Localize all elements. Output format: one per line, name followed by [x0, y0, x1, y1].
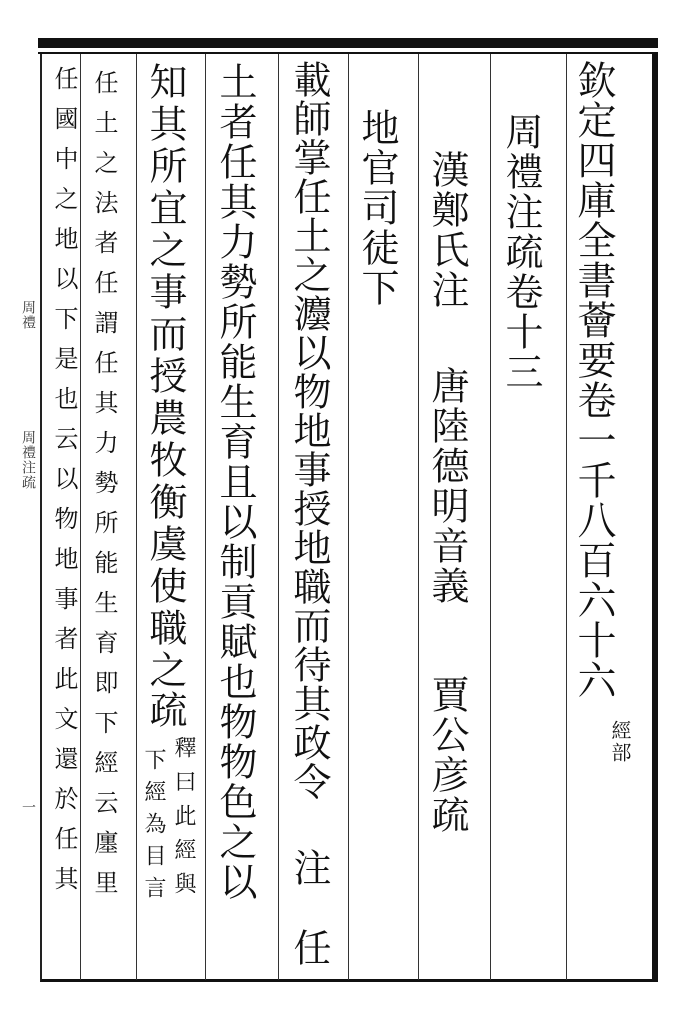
subcommentary-text: 任土之法者任謂任其力勢所能生育即下經云廛里 [90, 70, 118, 910]
column-divider [278, 54, 279, 980]
page-number: 一 [20, 800, 36, 815]
note-text: 知其所宜之事而授農牧衡虞使職之 [143, 62, 187, 692]
author-phonetic: 唐陸德明音義 [425, 366, 469, 606]
top-border-rule [38, 38, 658, 48]
column-divider [348, 54, 349, 980]
author-subcommentary: 賈公彦疏 [425, 675, 469, 835]
subcommentary-marker: 疏 [143, 690, 187, 730]
margin-mark: 周禮 [20, 300, 36, 330]
column-divider [136, 54, 137, 980]
note-continuation: 任 [287, 928, 331, 968]
margin-mark: 周禮注疏 [20, 430, 36, 490]
column-divider [205, 54, 206, 980]
classic-text: 載師掌任土之灋以物地事授地職而待其政令 [287, 60, 331, 801]
column-divider [80, 54, 81, 980]
author-commentary: 漢鄭氏注 [425, 150, 469, 310]
subcommentary-text: 任國中之地以下是也云以物地事者此文還於任其 [50, 66, 78, 906]
column-divider [566, 54, 567, 980]
chapter-heading: 地官司徒下 [355, 108, 399, 308]
book-title: 周禮注疏卷十三 [499, 112, 543, 392]
note-text: 土者任其力勢所能生育且以制貢賦也物物色之以 [213, 62, 257, 902]
column-divider [418, 54, 419, 980]
column-divider [490, 54, 491, 980]
note-marker: 注 [287, 848, 331, 888]
subcommentary-inline-text: 下經為目言 [141, 748, 166, 908]
collection-title: 欽定四庫全書薈要卷一千八百六十六 [571, 60, 616, 700]
subcommentary-inline-text: 釋曰此經與 [171, 736, 196, 906]
section-label: 經部 [608, 720, 632, 764]
